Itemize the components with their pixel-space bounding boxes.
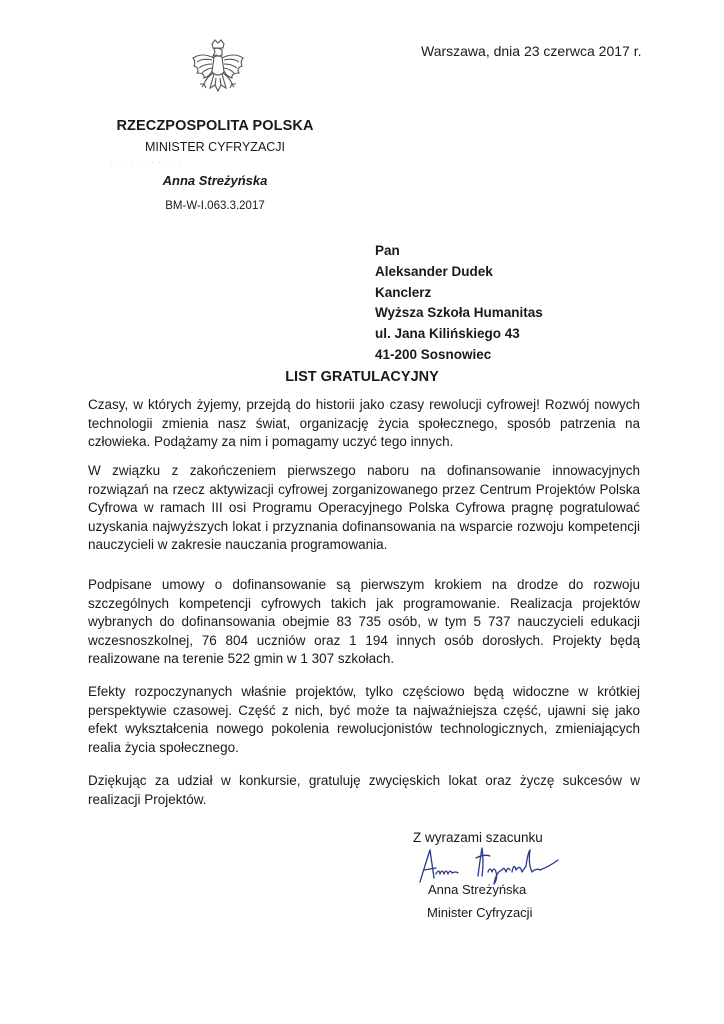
sender-header — [100, 118, 330, 212]
ministry-name: MINISTER CYFRYZACJI — [144, 140, 286, 154]
recipient-salutation: Pan — [375, 243, 400, 258]
letter-date: Warszawa, dnia 23 czerwca 2017 r. — [421, 43, 642, 59]
body-paragraph: Efekty rozpoczynanych właśnie projektów, tylko częściowo będą widoczne w krótkiej perspektywie czasowej. Część z nich, być może ta najważniejsza część, ujawni się jako efekt wykształcenia nowego pokolenia rewolucjonistów technologicznych, zmieniających realia życia społecznego. — [88, 684, 640, 755]
stamp-trace: · · · · · · · · · · · — [110, 158, 183, 167]
recipient-city: 41-200 Sosnowiec — [375, 346, 492, 362]
signer-name: Anna Streżyńska — [428, 882, 527, 897]
letter-title: LIST GRATULACYJNY — [285, 369, 439, 385]
recipient-street: ul. Jana Kilińskiego 43 — [375, 326, 520, 342]
body-paragraph: Czasy, w których żyjemy, przejdą do historii jako czasy rewolucji cyfrowej! Rozwój nowych technologii zmienia nasz świat, organizację życia społecznego, sposób patrzenia na człowieka. Podążamy za nim i pomagamy uczyć tego innych. — [88, 397, 640, 450]
closing-greeting: Z wyrazami szacunku — [413, 830, 543, 845]
country-name: RZECZPOSPOLITA POLSKA — [116, 118, 314, 134]
polish-eagle-emblem-icon — [188, 38, 248, 104]
body-paragraph: W związku z zakończeniem pierwszego naboru na dofinansowanie innowacyjnych rozwiązań na rzecz aktywizacji cyfrowej zorganizowanego przez Centrum Projektów Polska Cyfrowa w ramach III osi Programu Operacyjnego Polska Cyfrowa pragnę pogratulować uzyskania najwyższych lokat i przyznania dofinansowania na wsparcie rozwoju kompetencji nauczycieli w zakresie nauczania programowania. — [88, 463, 640, 553]
recipient-address — [375, 241, 543, 366]
reference-number: BM-W-I.063.3.2017 — [165, 200, 265, 212]
minister-name: Anna Streżyńska — [162, 173, 268, 188]
recipient-name: Aleksander Dudek — [375, 263, 493, 279]
body-paragraph: Dziękując za udział w konkursie, gratuluję zwycięskich lokat oraz życzę sukcesów w realizacji Projektów. — [88, 773, 640, 807]
body-paragraph: Podpisane umowy o dofinansowanie są pierwszym krokiem na drodze do rozwoju szczególnych kompetencji cyfrowych takich jak programowanie. Realizacja projektów wybranych do dofinansowania obejmie 83 735 osób, w tym 5 737 nauczycieli edukacji wczesnoszkolnej, 76 804 uczniów oraz 1 194 innych osób dorosłych. Projekty będą realizowane na terenie 522 gmin w 1 307 szkołach. — [88, 577, 640, 667]
recipient-position: Kanclerz — [375, 284, 432, 300]
signer-title: Minister Cyfryzacji — [427, 905, 533, 920]
recipient-institution: Wyższa Szkoła Humanitas — [375, 305, 543, 321]
